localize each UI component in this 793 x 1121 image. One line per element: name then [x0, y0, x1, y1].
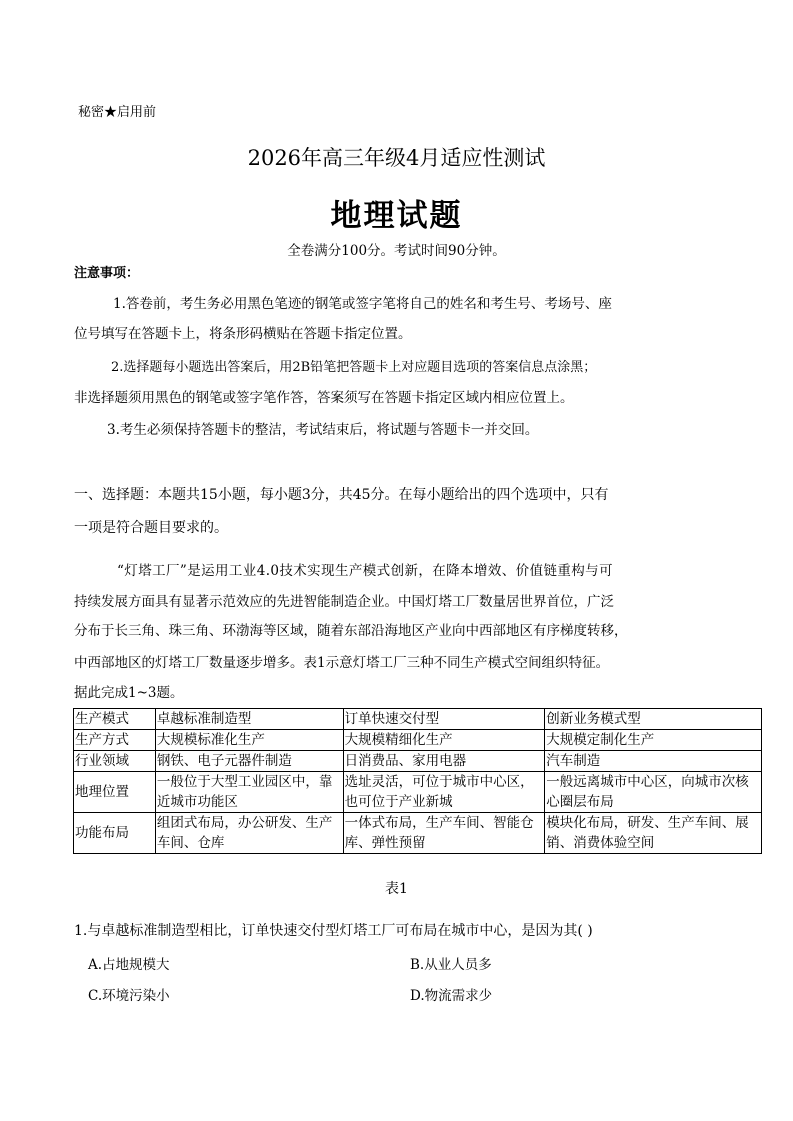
table-caption: 表1	[385, 881, 408, 897]
production-mode-table	[73, 708, 762, 854]
table-cell: 一体式布局，生产车间、智能仓库、弹性预留	[343, 813, 545, 854]
notice-heading: 注意事项：	[74, 266, 140, 281]
table-cell: 一般位于大型工业园区中，靠近城市功能区	[155, 772, 343, 813]
exam-title: 2026年高三年级4月适应性测试	[247, 146, 546, 170]
table-row	[74, 709, 762, 730]
table-row	[74, 730, 762, 751]
option-a: A.占地规模大	[88, 957, 170, 973]
table-cell: 地理位置	[74, 772, 156, 813]
notice-item: 3.考生必须保持答题卡的整洁，考试结束后，将试题与答题卡一并交回。	[107, 422, 539, 438]
option-b: B.从业人员多	[410, 957, 492, 973]
table-cell: 卓越标准制造型	[155, 709, 343, 730]
table-cell: 一般远离城市中心区，向城市次核心圈层布局	[545, 772, 762, 813]
table-cell: 订单快速交付型	[343, 709, 545, 730]
table-cell: 模块化布局，研发、生产车间、展销、消费体验空间	[545, 813, 762, 854]
passage-line: 分布于长三角、珠三角、环渤海等区域，随着东部沿海地区产业向中西部地区有序梯度转移，	[74, 623, 628, 639]
option-c: C.环境污染小	[88, 988, 170, 1004]
passage-line: 中西部地区的灯塔工厂数量逐步增多。表1示意灯塔工厂三种不同生产模式空间组织特征。	[74, 655, 610, 671]
notice-item: 2.选择题每小题选出答案后，用2B铅笔把答题卡上对应题目选项的答案信息点涂黑；	[111, 360, 597, 375]
passage-line: 据此完成1~3题。	[74, 685, 184, 701]
table-cell: 大规模精细化生产	[343, 730, 545, 751]
table-cell: 组团式布局，办公研发、生产车间、仓库	[155, 813, 343, 854]
table-cell: 生产模式	[74, 709, 156, 730]
passage-line: “灯塔工厂”是运用工业4.0技术实现生产模式创新，在降本增效、价值链重构与可	[117, 563, 613, 579]
table-cell: 生产方式	[74, 730, 156, 751]
passage-line: 持续发展方面具有显著示范效应的先进智能制造企业。中国灯塔工厂数量居世界首位，广泛	[74, 594, 614, 610]
option-d: D.物流需求少	[410, 988, 493, 1004]
table-row	[74, 751, 762, 772]
score-info: 全卷满分100分。考试时间90分钟。	[287, 243, 506, 259]
question-stem: 1.与卓越标准制造型相比，订单快速交付型灯塔工厂可布局在城市中心，是因为其( )	[74, 923, 593, 939]
table-row	[74, 813, 762, 854]
table-cell: 选址灵活，可位于城市中心区，也可位于产业新城	[343, 772, 545, 813]
section-heading: 一、选择题：本题共15小题，每小题3分，共45分。在每小题给出的四个选项中，只有	[74, 487, 609, 503]
table-cell: 汽车制造	[545, 751, 762, 772]
table-cell: 大规模定制化生产	[545, 730, 762, 751]
notice-item: 位号填写在答题卡上，将条形码横贴在答题卡指定位置。	[74, 326, 412, 342]
notice-item: 非选择题须用黑色的钢笔或签字笔作答，答案须写在答题卡指定区域内相应位置上。	[74, 390, 574, 406]
table-cell: 创新业务模式型	[545, 709, 762, 730]
table-cell: 钢铁、电子元器件制造	[155, 751, 343, 772]
table-cell: 大规模标准化生产	[155, 730, 343, 751]
table-cell: 功能布局	[74, 813, 156, 854]
notice-item: 1.答卷前，考生务必用黑色笔迹的钢笔或签字笔将自己的姓名和考生号、考场号、座	[113, 296, 612, 312]
table-cell: 日消费品、家用电器	[343, 751, 545, 772]
section-heading: 一项是符合题目要求的。	[74, 520, 228, 536]
table-row	[74, 772, 762, 813]
table-cell: 行业领域	[74, 751, 156, 772]
confidential-label: 秘密★启用前	[78, 105, 157, 120]
subject-title: 地理试题	[330, 198, 463, 234]
